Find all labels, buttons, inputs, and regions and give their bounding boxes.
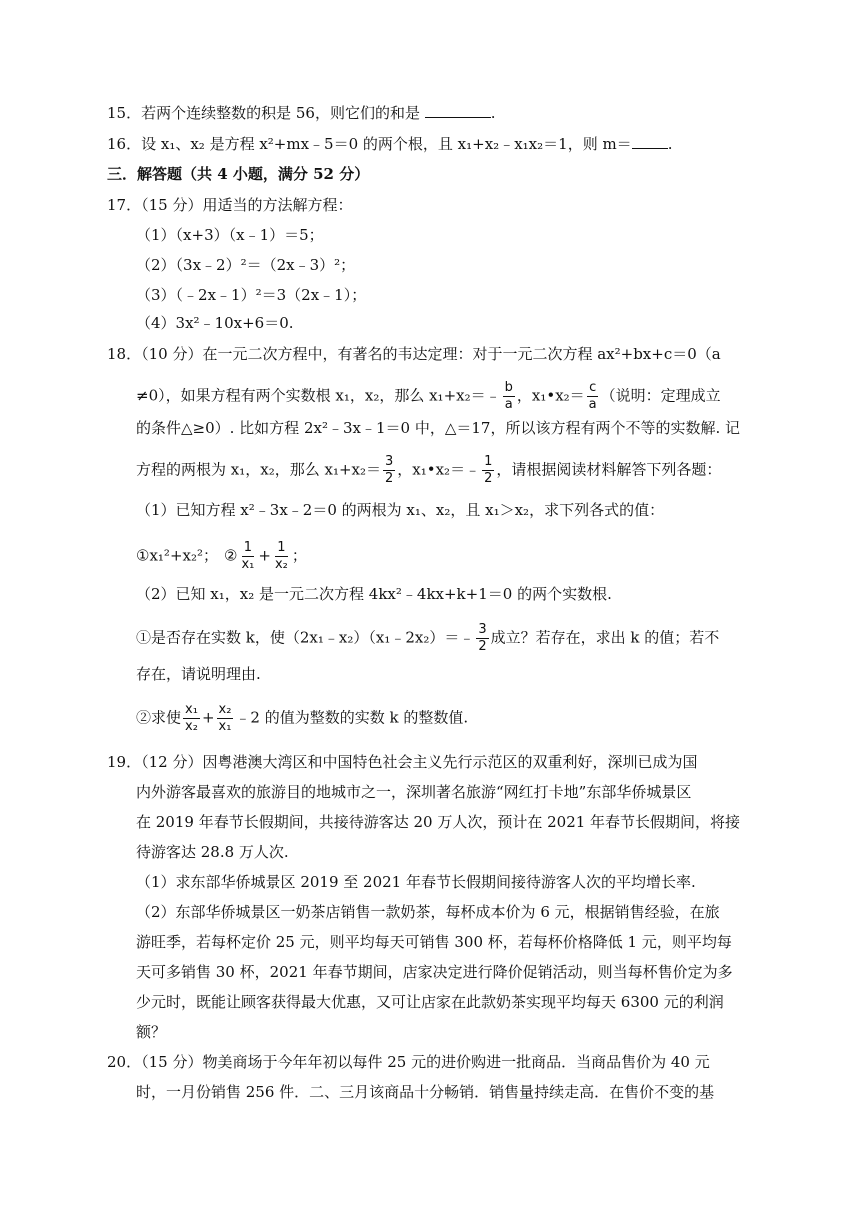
frac-num: b — [504, 380, 513, 395]
question-16 — [107, 134, 672, 154]
q18-line-4 — [136, 454, 721, 487]
question-15 — [107, 103, 496, 123]
q19-sub-2-line-2: 游旺季，若每杯定价 25 元，则平均每天可销售 300 杯，若每杯价格降低 1 元，则平均每 — [136, 933, 732, 951]
question-17-stem: 17．（15 分）用适当的方法解方程： — [107, 196, 353, 214]
q19-sub-1: （1）求东部华侨城景区 2019 至 2021 年春节长假期间接待游客人次的平均增长率. — [136, 873, 696, 891]
fraction-x1-over-x2 — [183, 702, 200, 735]
q17-part-4: （4）3x²﹣10x+6＝0. — [136, 314, 294, 332]
q19-line-4: 待游客达 28.8 万人次. — [136, 843, 289, 861]
q18-l4c: ，请根据阅读材料解答下列各题： — [496, 460, 722, 479]
q18-s2b-post: ﹣2 的值为整数的实数 k 的整数值. — [235, 708, 469, 727]
q18-sub-2b: ②求使 $\frac{\text{x₁}}{\text{x₂}}$ + $\frac{\text{x₂}}{\text{x₁}}$ ﹣2 的值为整数的实数 k 的整数值. — [136, 702, 469, 734]
frac-num: 3 — [385, 454, 394, 469]
fraction-3-over-2 — [476, 622, 488, 655]
fraction-3-over-2 — [383, 454, 395, 487]
q19-line-3: 在 2019 年春节长假期间，共接待游客达 20 万人次，预计在 2021 年春节长假期间，将接 — [136, 813, 741, 831]
q18-l2a: ≠0），如果方程有两个实数根 x₁，x₂，那么 x₁+x₂＝﹣ — [136, 386, 501, 405]
q15-end: . — [490, 104, 496, 122]
circled-1: ① — [136, 628, 152, 647]
answer-blank-16[interactable] — [632, 134, 668, 149]
q18-line-3: 的条件△≥0）. 比如方程 2x²﹣3x﹣1＝0 中，△＝17，所以该方程有两个不等的实数解. 记 — [136, 419, 740, 437]
q19-sub-2-line-4: 少元时，既能让顾客获得最大优惠，又可让店家在此款奶茶实现平均每天 6300 元的利润 — [136, 993, 724, 1011]
q16-end: . — [667, 135, 673, 153]
fraction-c-over-a — [587, 380, 599, 413]
q18-l2c: （说明：定理成立 — [600, 386, 721, 405]
q18-l4b: ，x₁•x₂＝﹣ — [397, 460, 481, 479]
q18-sub-2: （2）已知 x₁，x₂ 是一元二次方程 4kx²﹣4kx+k+1＝0 的两个实数根. — [136, 585, 612, 603]
frac-den: 2 — [484, 471, 493, 486]
q17-part-3: （3）（﹣2x﹣1）²＝3（2x﹣1）； — [136, 286, 367, 304]
q19-sub-2-line-5: 额？ — [136, 1023, 167, 1041]
frac-num: c — [589, 380, 597, 395]
q18-line-2 — [136, 380, 721, 413]
frac-num: 1 — [484, 454, 493, 469]
q18-l4a: 方程的两根为 x₁，x₂，那么 x₁+x₂＝ — [136, 460, 381, 479]
fraction-x2-over-x1 — [217, 702, 234, 735]
q18-sub-2a — [136, 622, 719, 655]
frac-num: 1 — [277, 540, 286, 555]
q18-s2a-post: 成立？若存在，求出 k 的值；若不 — [490, 628, 720, 647]
q18-s2b-pre: 求使 — [151, 708, 182, 727]
q19-line-1: 19．（12 分）因粤港澳大湾区和中国特色社会主义先行示范区的双重利好，深圳已成为国 — [107, 753, 698, 771]
section-title: 三．解答题（共 4 小题，满分 52 分） — [107, 165, 370, 183]
frac-den: x₂ — [185, 719, 198, 734]
frac-den: x₁ — [218, 719, 232, 734]
frac-den: a — [588, 397, 597, 412]
q18-s1a: x₁²+x₂²； — [149, 546, 218, 565]
q15-text: 15．若两个连续整数的积是 56，则它们的和是 — [107, 104, 425, 122]
frac-den: x₁ — [241, 557, 255, 572]
frac-den: x₂ — [274, 557, 288, 572]
frac-den: 2 — [385, 471, 394, 486]
frac-num: x₂ — [218, 702, 232, 717]
q19-sub-2-line-1: （2）东部华侨城景区一奶茶店销售一款奶茶，每杯成本价为 6 元，根据销售经验，在旅 — [136, 903, 720, 921]
q18-sub-1: （1）已知方程 x²﹣3x﹣2＝0 的两根为 x₁、x₂，且 x₁＞x₂，求下列各式的值： — [136, 501, 665, 519]
q18-line-1: 18．（10 分）在一元二次方程中，有著名的韦达定理：对于一元二次方程 ax²+bx+c＝0（a — [107, 345, 721, 363]
q19-line-2: 内外游客最喜欢的旅游目的地城市之一，深圳著名旅游“网红打卡地”东部华侨城景区 — [136, 783, 692, 801]
q18-s2a-pre: 是否存在实数 k，使（2x₁﹣x₂）（x₁﹣2x₂）＝﹣ — [151, 628, 475, 647]
frac-num: 3 — [478, 622, 487, 637]
q17-part-2: （2）（3x﹣2）²＝（2x﹣3）²； — [136, 256, 356, 274]
q18-sub-2a-line-2: 存在，请说明理由. — [136, 665, 261, 683]
q18-s1b-end: ； — [291, 546, 307, 565]
frac-den: 2 — [478, 639, 487, 654]
q18-l2b: ，x₁•x₂＝ — [516, 386, 585, 405]
frac-den: a — [504, 397, 513, 412]
circled-2: ② — [136, 708, 152, 727]
fraction-b-over-a — [503, 380, 515, 413]
frac-num: 1 — [243, 540, 253, 555]
q20-line-1: 20．（15 分）物美商场于今年年初以每件 25 元的进价购进一批商品．当商品售价为 40 元 — [107, 1053, 710, 1071]
fraction-1-over-x1 — [239, 540, 256, 573]
q19-sub-2-line-3: 天可多销售 30 杯，2021 年春节期间，店家决定进行降价促销活动，则当每杯售价定为多 — [136, 963, 733, 981]
circled-1: ① — [136, 546, 150, 565]
circled-2: ② — [224, 546, 238, 565]
answer-blank-15[interactable] — [425, 103, 491, 118]
q18-sub-1-items: ①x₁²+x₂²； ② $\frac{1}{\text{x₁}}$ + $\frac{1}{\text{x₂}}$ ； — [136, 540, 307, 572]
q17-part-1: （1）（x+3）（x﹣1）＝5； — [136, 226, 324, 244]
fraction-1-over-x2 — [273, 540, 290, 573]
q20-line-2: 时，一月份销售 256 件．二、三月该商品十分畅销．销售量持续走高．在售价不变的基 — [136, 1083, 715, 1101]
q16-text: 16．设 x₁、x₂ 是方程 x²+mx﹣5＝0 的两个根，且 x₁+x₂﹣x₁x₂＝1，则 m＝ — [107, 135, 632, 153]
frac-num: x₁ — [185, 702, 198, 717]
fraction-1-over-2 — [482, 454, 494, 487]
